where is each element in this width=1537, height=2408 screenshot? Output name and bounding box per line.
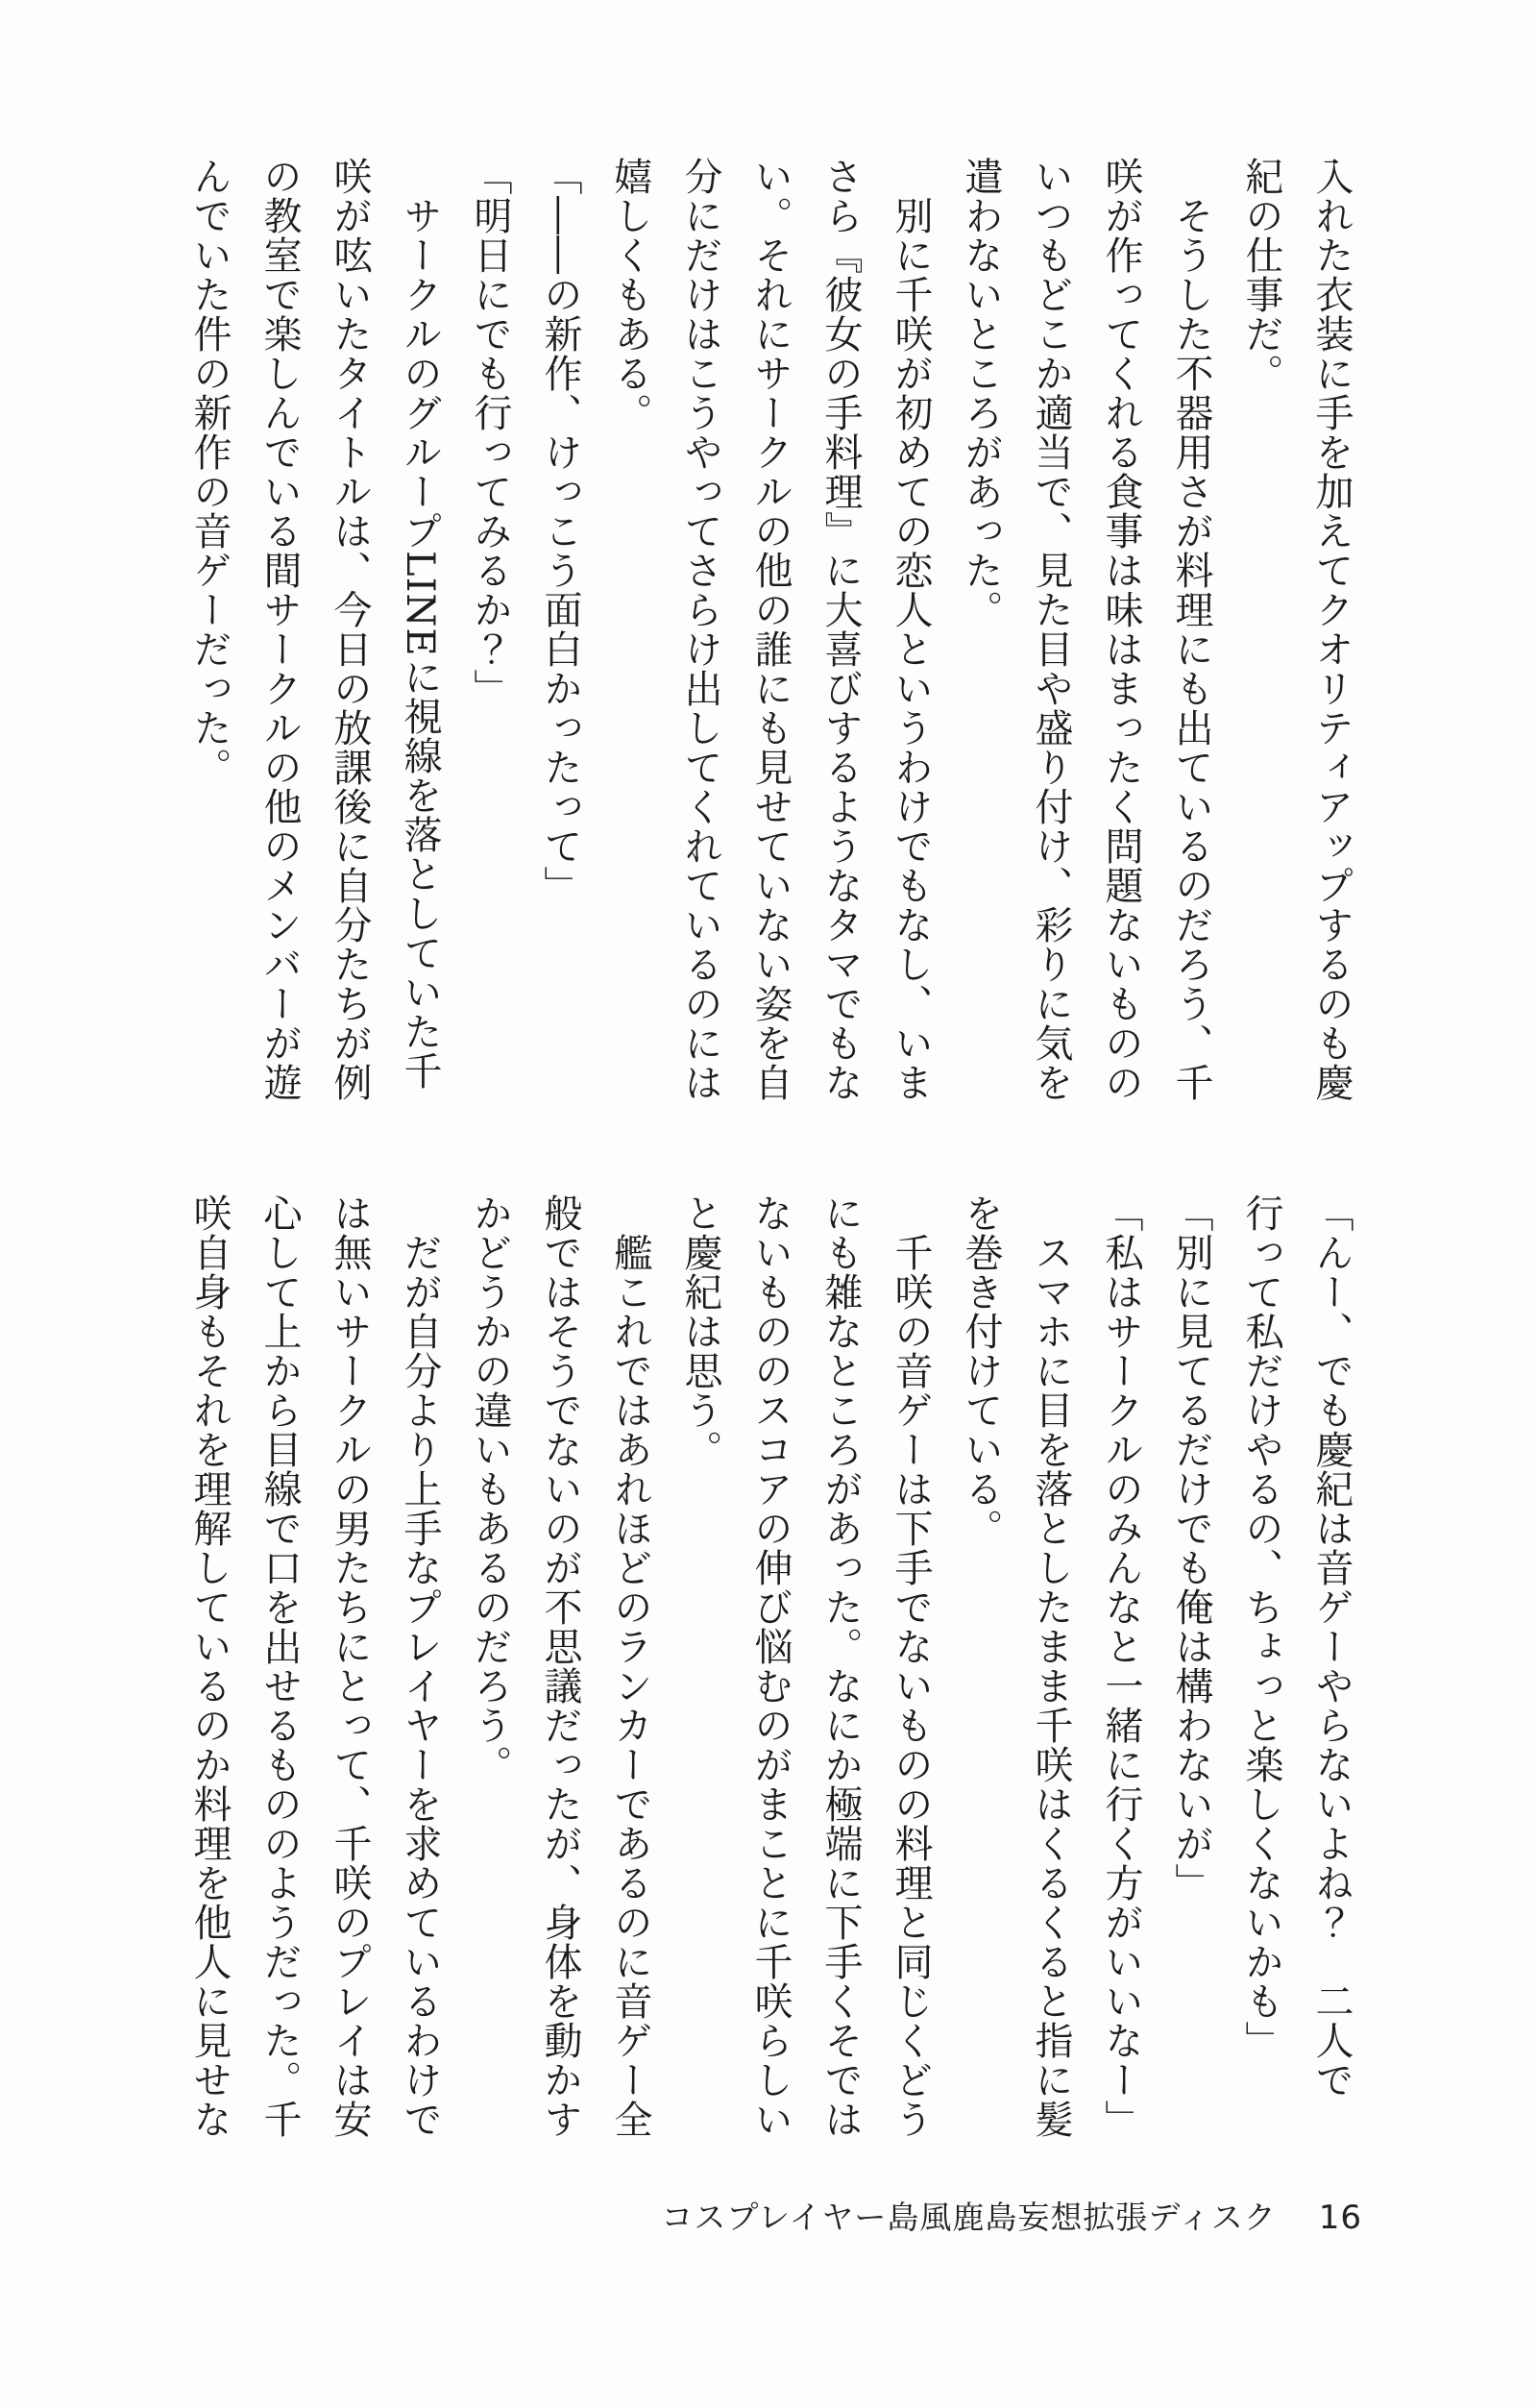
text-column: 紀の仕事だ。 xyxy=(1239,157,1283,393)
text-column: にも雑なところがあった。なにか極端に下手くそでは xyxy=(818,1193,863,2139)
text-column: 咲自身もそれを理解しているのか料理を他人に見せな xyxy=(187,1193,232,2139)
text-column: 心して上から目線で口を出せるもののようだった。千 xyxy=(257,1193,302,2139)
text-column: 「――の新作、けっこう面白かったって」 xyxy=(538,157,582,905)
text-column: かどうかの違いもあるのだろう。 xyxy=(468,1193,512,1784)
text-column: 艦これではあれほどのランカーであるのに音ゲー全 xyxy=(608,1193,652,2139)
text-column: 分にだけはこうやってさらけ出してくれているのには xyxy=(678,157,722,1102)
text-column: だが自分より上手なプレイヤーを求めているわけで xyxy=(398,1193,442,2139)
text-column: そうした不器用さが料理にも出ているのだろう、千 xyxy=(1169,157,1213,1102)
text-column: 行って私だけやるの、ちょっと楽しくないかも」 xyxy=(1239,1193,1283,2060)
text-column: 咲が呟いたタイトルは、今日の放課後に自分たちが例 xyxy=(328,157,372,1102)
text-column: 般ではそうでないのが不思議だったが、身体を動かす xyxy=(538,1193,582,2139)
page-number: 16 xyxy=(1318,2199,1362,2237)
text-block-bottom xyxy=(174,1193,1366,2159)
text-column: んでいた件の新作の音ゲーだった。 xyxy=(187,157,232,787)
text-column: 別に千咲が初めての恋人というわけでもなし、いま xyxy=(889,157,933,1102)
text-column: いつもどこか適当で、見た目や盛り付け、彩りに気を xyxy=(1029,157,1073,1102)
text-column: スマホに目を落としたまま千咲はくるくると指に髪 xyxy=(1029,1193,1073,2139)
text-column: 千咲の音ゲーは下手でないものの料理と同じくどう xyxy=(889,1193,933,2139)
text-column: 「私はサークルのみんなと一緒に行く方がいいなー」 xyxy=(1099,1193,1143,2139)
text-column: い。それにサークルの他の誰にも見せていない姿を自 xyxy=(748,157,793,1102)
text-column: 嬉しくもある。 xyxy=(608,157,652,432)
text-block-top xyxy=(174,157,1366,1122)
text-column: の教室で楽しんでいる間サークルの他のメンバーが遊 xyxy=(257,157,302,1102)
text-column: 入れた衣装に手を加えてクオリティアップするのも慶 xyxy=(1309,157,1354,1102)
text-column: ないもののスコアの伸び悩むのがまことに千咲らしい xyxy=(748,1193,793,2139)
text-column: と慶紀は思う。 xyxy=(678,1193,722,1469)
text-column: 咲が作ってくれる食事は味はまったく問題ないものの xyxy=(1099,157,1143,1102)
text-column: 「んー、でも慶紀は音ゲーやらないよね？ 二人で xyxy=(1309,1193,1354,2100)
text-column: 「別に見てるだけでも俺は構わないが」 xyxy=(1169,1193,1213,1903)
text-column: は無いサークルの男たちにとって、千咲のプレイは安 xyxy=(328,1193,372,2139)
page-footer xyxy=(661,2193,1362,2238)
text-column: さら『彼女の手料理』に大喜びするようなタマでもな xyxy=(818,157,863,1102)
text-column: 「明日にでも行ってみるか？」 xyxy=(468,157,512,708)
text-column: 遣わないところがあった。 xyxy=(959,157,1003,629)
text-column: サークルのグループLINEに視線を落としていた千 xyxy=(398,157,442,1091)
text-column: を巻き付けている。 xyxy=(959,1193,1003,1548)
book-title: コスプレイヤー島風鹿島妄想拡張ディスク xyxy=(661,2199,1277,2236)
